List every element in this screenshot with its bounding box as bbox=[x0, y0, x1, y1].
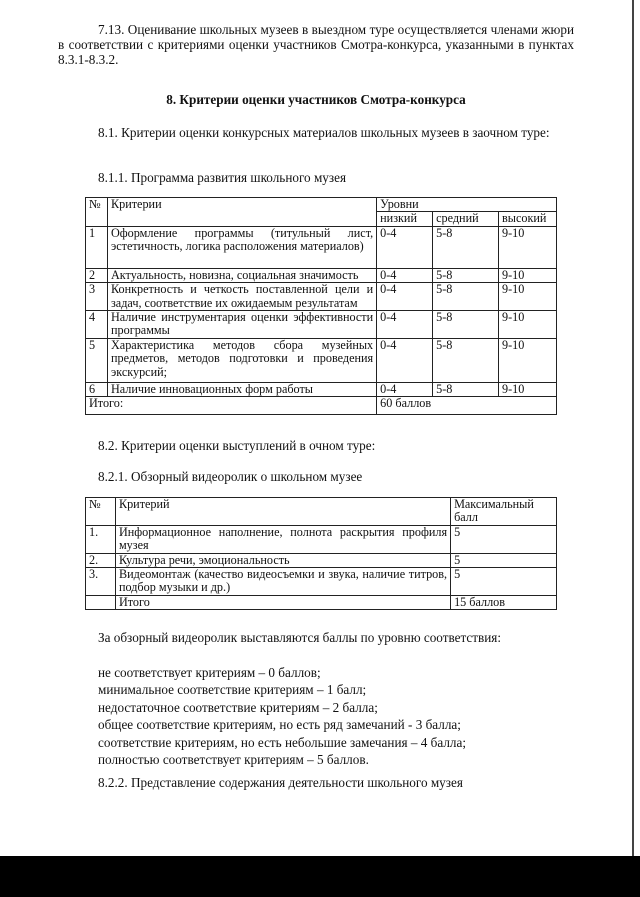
header-low: низкий bbox=[377, 212, 433, 226]
table-row bbox=[86, 553, 557, 567]
row-criterion: Характеристика методов сбора музейных предметов, методов подготовки и проведения экскурсий; bbox=[107, 338, 376, 382]
row-low: 0-4 bbox=[377, 283, 433, 311]
total-value: 60 баллов bbox=[377, 397, 557, 415]
row-low: 0-4 bbox=[377, 382, 433, 396]
row-mid: 5-8 bbox=[433, 338, 499, 382]
table-row bbox=[86, 283, 557, 311]
row-mid: 5-8 bbox=[433, 226, 499, 268]
row-num: 1 bbox=[86, 226, 108, 268]
paragraph-8-1-1: 8.1.1. Программа развития школьного музея bbox=[98, 170, 347, 185]
row-num: 2 bbox=[86, 268, 108, 282]
criteria-table-program bbox=[85, 197, 557, 415]
table-total-row bbox=[86, 595, 557, 609]
list-item: полностью соответствует критериям – 5 баллов. bbox=[98, 752, 369, 768]
total-label: Итого: bbox=[86, 397, 377, 415]
row-criterion: Актуальность, новизна, социальная значимость bbox=[107, 268, 376, 282]
scan-bottom-band bbox=[0, 856, 640, 897]
table-row bbox=[86, 382, 557, 396]
row-num: 2. bbox=[86, 553, 116, 567]
header-high: высокий bbox=[499, 212, 557, 226]
table-row bbox=[86, 568, 557, 596]
row-criterion: Информационное наполнение, полнота раскрытия профиля музея bbox=[115, 525, 450, 553]
row-high: 9-10 bbox=[499, 268, 557, 282]
header-num: № bbox=[86, 498, 116, 526]
table-header-row bbox=[86, 198, 557, 212]
row-num: 5 bbox=[86, 338, 108, 382]
row-criterion: Культура речи, эмоциональность bbox=[115, 553, 450, 567]
section-title: 8. Критерии оценки участников Смотра-конкурса bbox=[166, 92, 466, 107]
row-low: 0-4 bbox=[377, 311, 433, 339]
row-high: 9-10 bbox=[499, 382, 557, 396]
row-high: 9-10 bbox=[499, 283, 557, 311]
table-row bbox=[86, 525, 557, 553]
row-max: 5 bbox=[451, 553, 557, 567]
list-item: общее соответствие критериям, но есть ряд замечаний - 3 балла; bbox=[98, 717, 461, 733]
row-criterion: Наличие инновационных форм работы bbox=[107, 382, 376, 396]
criteria-table-video bbox=[85, 497, 557, 610]
row-max: 5 bbox=[451, 568, 557, 596]
row-num: 3 bbox=[86, 283, 108, 311]
paragraph-8-2-2: 8.2.2. Представление содержания деятельности школьного музея bbox=[98, 775, 463, 790]
table-row bbox=[86, 226, 557, 268]
row-mid: 5-8 bbox=[433, 268, 499, 282]
paragraph-8-2-1: 8.2.1. Обзорный видеоролик о школьном музее bbox=[98, 469, 363, 484]
header-criteria: Критерии bbox=[107, 198, 376, 227]
header-levels: Уровни bbox=[377, 198, 557, 212]
paragraph-8-1: 8.1. Критерии оценки конкурсных материалов школьных музеев в заочном туре: bbox=[98, 125, 550, 140]
intro-paragraph: 7.13. Оценивание школьных музеев в выездном туре осуществляется членами жюри в соответствии с критериями оценки участников Смотра-конкурса, указанными в пунктах 8.3.1-8.3.2. bbox=[58, 22, 574, 67]
row-criterion: Видеомонтаж (качество видеосъемки и звука, наличие титров, подбор музыки и др.) bbox=[115, 568, 450, 596]
scoring-intro: За обзорный видеоролик выставляются баллы по уровню соответствия: bbox=[98, 630, 502, 645]
row-high: 9-10 bbox=[499, 311, 557, 339]
row-low: 0-4 bbox=[377, 268, 433, 282]
row-criterion: Наличие инструментария оценки эффективности программы bbox=[107, 311, 376, 339]
paragraph-8-2: 8.2. Критерии оценки выступлений в очном туре: bbox=[98, 438, 376, 453]
row-high: 9-10 bbox=[499, 338, 557, 382]
list-item: недостаточное соответствие критериям – 2 балла; bbox=[98, 699, 378, 715]
row-criterion: Конкретность и четкость поставленной цели и задач, соответствие их ожидаемым результатам bbox=[107, 283, 376, 311]
row-mid: 5-8 bbox=[433, 283, 499, 311]
row-mid: 5-8 bbox=[433, 311, 499, 339]
list-item: минимальное соответствие критериям – 1 балл; bbox=[98, 682, 367, 698]
row-num: 1. bbox=[86, 525, 116, 553]
scoring-list bbox=[98, 664, 598, 768]
row-low: 0-4 bbox=[377, 226, 433, 268]
row-high: 9-10 bbox=[499, 226, 557, 268]
header-mid: средний bbox=[433, 212, 499, 226]
row-criterion: Оформление программы (титульный лист, эстетичность, логика расположения материалов) bbox=[107, 226, 376, 268]
header-num: № bbox=[86, 198, 108, 227]
row-num: 3. bbox=[86, 568, 116, 596]
table-header-row bbox=[86, 498, 557, 526]
row-low: 0-4 bbox=[377, 338, 433, 382]
total-label: Итого bbox=[115, 595, 450, 609]
table-total-row bbox=[86, 397, 557, 415]
total-value: 15 баллов bbox=[451, 595, 557, 609]
scan-edge bbox=[632, 0, 634, 856]
total-empty bbox=[86, 595, 116, 609]
list-item: соответствие критериям, но есть небольшие замечания – 4 балла; bbox=[98, 734, 467, 750]
table-row bbox=[86, 338, 557, 382]
row-num: 4 bbox=[86, 311, 108, 339]
header-max: Максимальный балл bbox=[451, 498, 557, 526]
row-num: 6 bbox=[86, 382, 108, 396]
table-row bbox=[86, 311, 557, 339]
list-item: не соответствует критериям – 0 баллов; bbox=[98, 665, 321, 680]
table-row bbox=[86, 268, 557, 282]
row-mid: 5-8 bbox=[433, 382, 499, 396]
row-max: 5 bbox=[451, 525, 557, 553]
header-criterion: Критерий bbox=[115, 498, 450, 526]
